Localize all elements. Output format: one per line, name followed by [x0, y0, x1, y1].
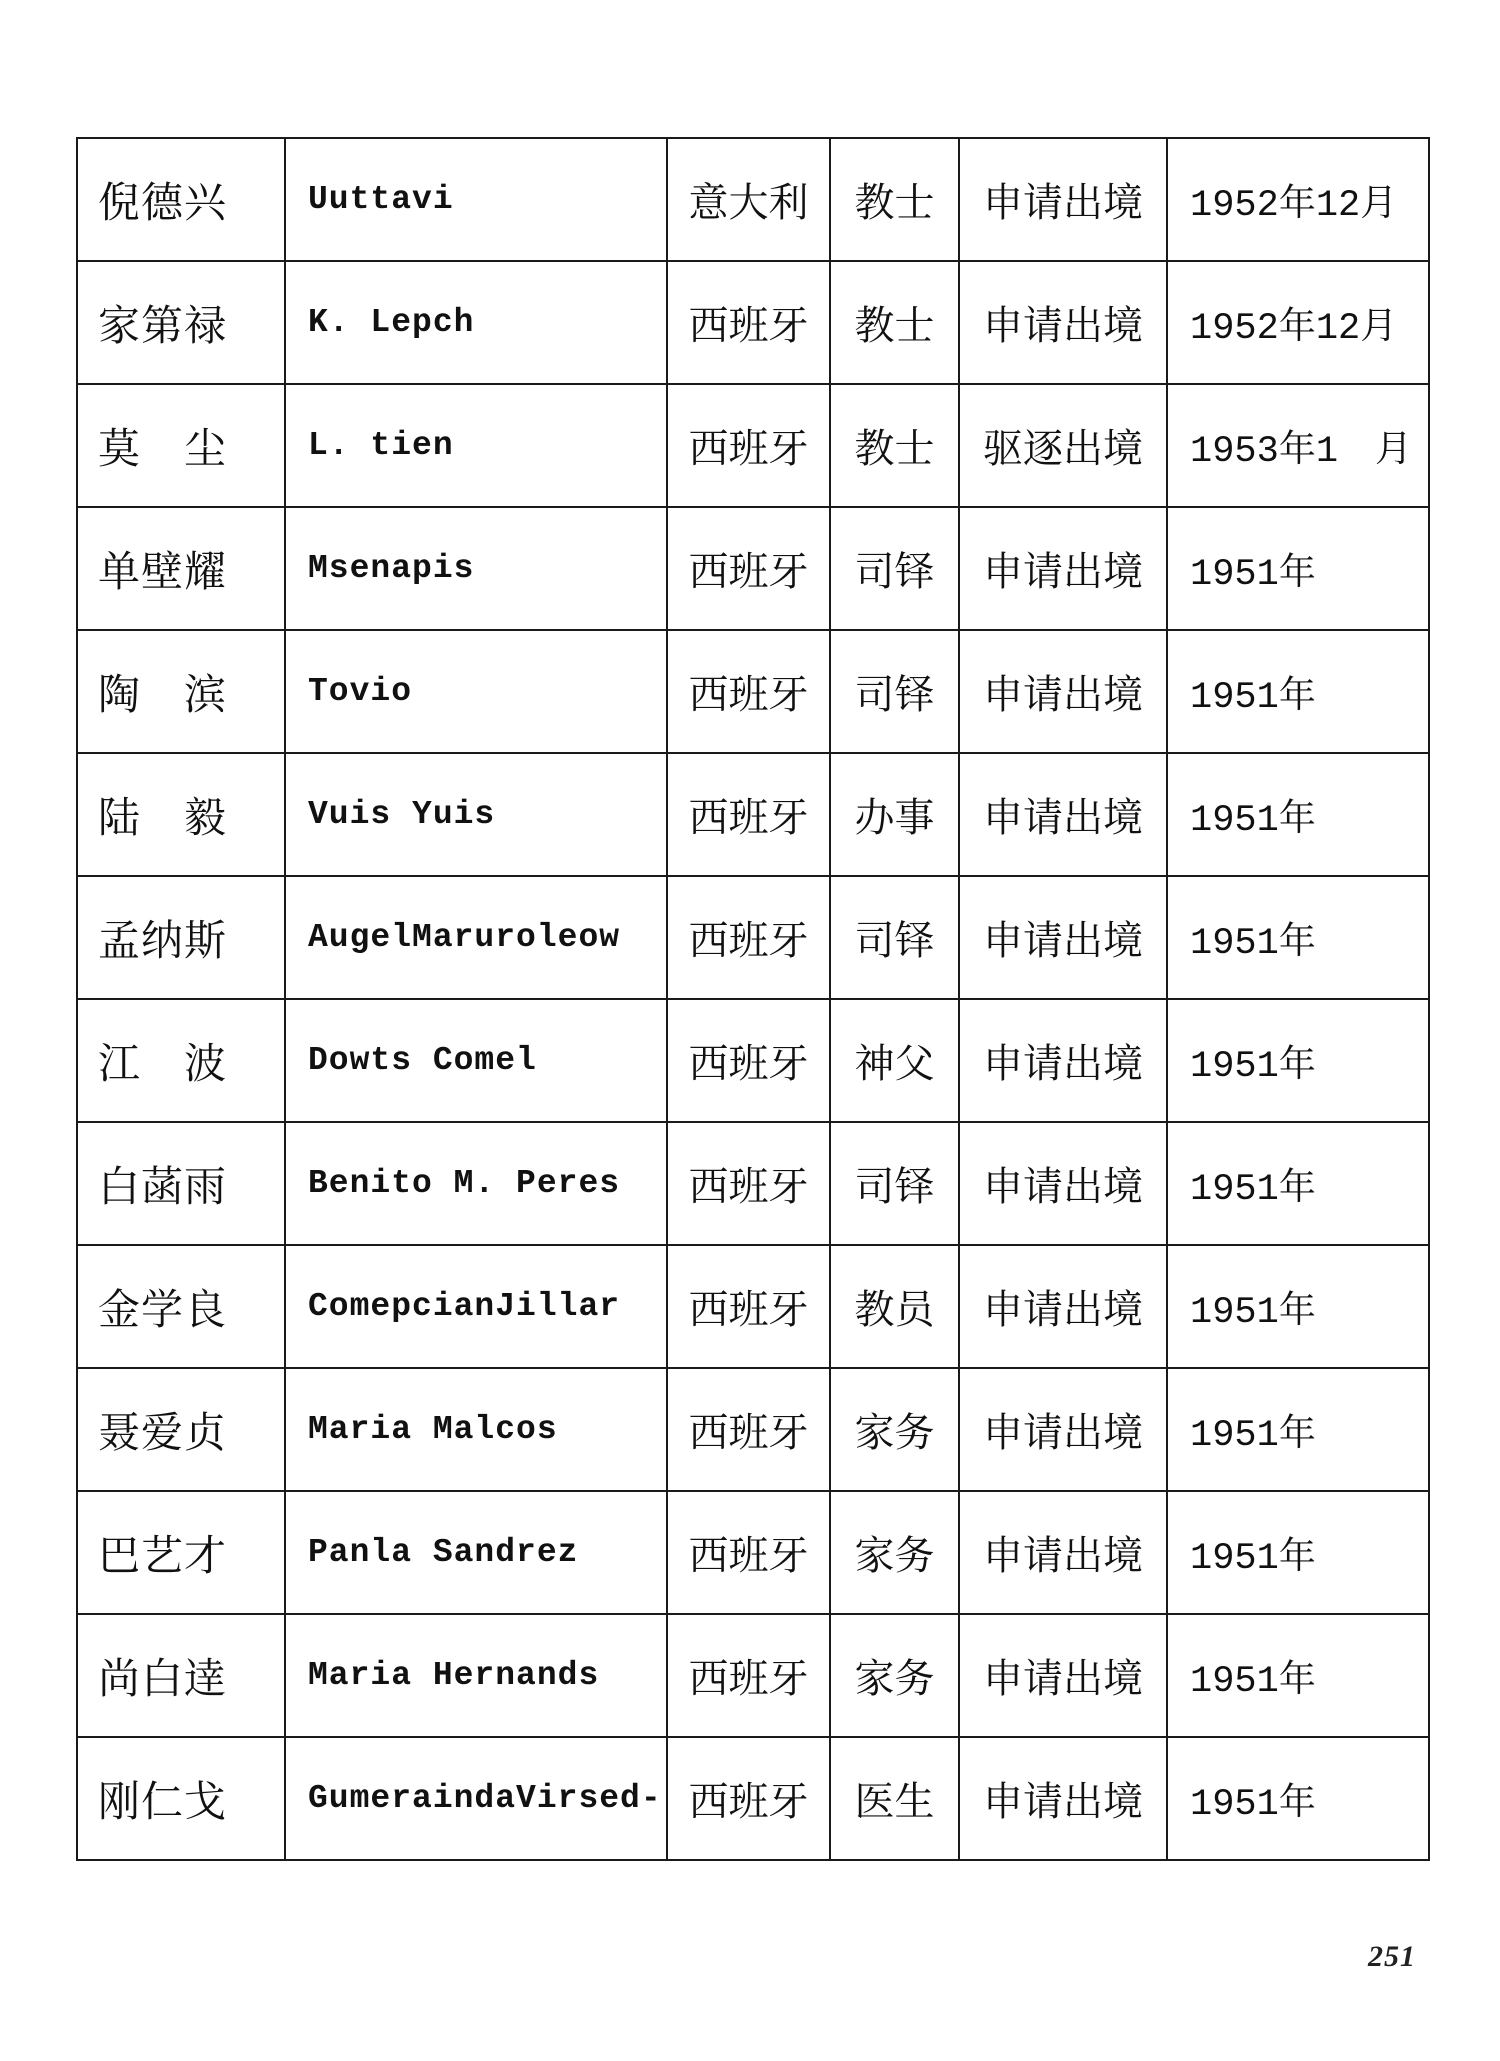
- date-cell: 1953年1 月: [1167, 384, 1429, 507]
- date-cell: 1951年: [1167, 876, 1429, 999]
- foreign-name-cell: Maria Malcos: [285, 1368, 667, 1491]
- nationality-cell: 意大利: [667, 138, 830, 261]
- departure-reason-cell: 申请出境: [959, 507, 1167, 630]
- chinese-name-cell: 尚白逹: [77, 1614, 285, 1737]
- departure-reason-cell: 申请出境: [959, 261, 1167, 384]
- occupation-cell: 办事: [830, 753, 959, 876]
- table-row: [77, 507, 1429, 630]
- departure-reason-cell: 申请出境: [959, 138, 1167, 261]
- occupation-cell: 教员: [830, 1245, 959, 1368]
- departure-reason-cell: 申请出境: [959, 1491, 1167, 1614]
- foreign-name-cell: ComepcianJillar: [285, 1245, 667, 1368]
- table-row: [77, 384, 1429, 507]
- foreign-name-cell: K. Lepch: [285, 261, 667, 384]
- foreign-name-cell: Panla Sandrez: [285, 1491, 667, 1614]
- date-cell: 1951年: [1167, 753, 1429, 876]
- chinese-name-cell: 金学良: [77, 1245, 285, 1368]
- date-cell: 1951年: [1167, 1245, 1429, 1368]
- foreign-name-cell: Dowts Comel: [285, 999, 667, 1122]
- table-row: [77, 1737, 1429, 1860]
- table-row: [77, 1245, 1429, 1368]
- nationality-cell: 西班牙: [667, 1368, 830, 1491]
- date-cell: 1951年: [1167, 630, 1429, 753]
- date-cell: 1951年: [1167, 1368, 1429, 1491]
- chinese-name-cell: 陶 滨: [77, 630, 285, 753]
- nationality-cell: 西班牙: [667, 999, 830, 1122]
- occupation-cell: 神父: [830, 999, 959, 1122]
- departure-reason-cell: 申请出境: [959, 876, 1167, 999]
- chinese-name-cell: 莫 尘: [77, 384, 285, 507]
- chinese-name-cell: 巴艺才: [77, 1491, 285, 1614]
- departure-reason-cell: 申请出境: [959, 1737, 1167, 1860]
- table-row: [77, 261, 1429, 384]
- date-cell: 1951年: [1167, 1614, 1429, 1737]
- departure-reason-cell: 申请出境: [959, 630, 1167, 753]
- departure-reason-cell: 驱逐出境: [959, 384, 1167, 507]
- occupation-cell: 家务: [830, 1491, 959, 1614]
- occupation-cell: 家务: [830, 1368, 959, 1491]
- date-cell: 1952年12月: [1167, 261, 1429, 384]
- table-row: [77, 753, 1429, 876]
- departure-reason-cell: 申请出境: [959, 753, 1167, 876]
- date-cell: 1951年: [1167, 1122, 1429, 1245]
- page-number: 251: [1368, 1940, 1416, 1973]
- nationality-cell: 西班牙: [667, 261, 830, 384]
- foreigner-departure-table: [76, 137, 1430, 1861]
- occupation-cell: 司铎: [830, 630, 959, 753]
- occupation-cell: 司铎: [830, 1122, 959, 1245]
- foreign-name-cell: Uuttavi: [285, 138, 667, 261]
- date-cell: 1952年12月: [1167, 138, 1429, 261]
- chinese-name-cell: 倪德兴: [77, 138, 285, 261]
- chinese-name-cell: 家第禄: [77, 261, 285, 384]
- date-cell: 1951年: [1167, 999, 1429, 1122]
- foreign-name-cell: Maria Hernands: [285, 1614, 667, 1737]
- occupation-cell: 司铎: [830, 507, 959, 630]
- nationality-cell: 西班牙: [667, 1245, 830, 1368]
- table-row: [77, 999, 1429, 1122]
- departure-reason-cell: 申请出境: [959, 1245, 1167, 1368]
- table-row: [77, 1614, 1429, 1737]
- occupation-cell: 家务: [830, 1614, 959, 1737]
- nationality-cell: 西班牙: [667, 630, 830, 753]
- foreign-name-cell: Msenapis: [285, 507, 667, 630]
- nationality-cell: 西班牙: [667, 507, 830, 630]
- date-cell: 1951年: [1167, 1737, 1429, 1860]
- chinese-name-cell: 陆 毅: [77, 753, 285, 876]
- nationality-cell: 西班牙: [667, 384, 830, 507]
- foreign-name-cell: Benito M. Peres: [285, 1122, 667, 1245]
- table-row: [77, 138, 1429, 261]
- table-row: [77, 630, 1429, 753]
- foreign-name-cell: AugelMaruroleow: [285, 876, 667, 999]
- occupation-cell: 教士: [830, 261, 959, 384]
- chinese-name-cell: 聂爱贞: [77, 1368, 285, 1491]
- table-row: [77, 1368, 1429, 1491]
- foreign-name-cell: Tovio: [285, 630, 667, 753]
- nationality-cell: 西班牙: [667, 1614, 830, 1737]
- chinese-name-cell: 白菡雨: [77, 1122, 285, 1245]
- table-row: [77, 876, 1429, 999]
- chinese-name-cell: 孟纳斯: [77, 876, 285, 999]
- date-cell: 1951年: [1167, 507, 1429, 630]
- occupation-cell: 教士: [830, 138, 959, 261]
- chinese-name-cell: 江 波: [77, 999, 285, 1122]
- table-row: [77, 1491, 1429, 1614]
- departure-reason-cell: 申请出境: [959, 1368, 1167, 1491]
- foreign-name-cell: GumeraindaVirsed-: [285, 1737, 667, 1860]
- foreign-name-cell: L. tien: [285, 384, 667, 507]
- nationality-cell: 西班牙: [667, 1491, 830, 1614]
- departure-reason-cell: 申请出境: [959, 1122, 1167, 1245]
- foreign-name-cell: Vuis Yuis: [285, 753, 667, 876]
- table-body: [77, 138, 1429, 1860]
- nationality-cell: 西班牙: [667, 1737, 830, 1860]
- table-row: [77, 1122, 1429, 1245]
- occupation-cell: 医生: [830, 1737, 959, 1860]
- departure-reason-cell: 申请出境: [959, 1614, 1167, 1737]
- nationality-cell: 西班牙: [667, 753, 830, 876]
- chinese-name-cell: 刚仁戈: [77, 1737, 285, 1860]
- date-cell: 1951年: [1167, 1491, 1429, 1614]
- occupation-cell: 教士: [830, 384, 959, 507]
- nationality-cell: 西班牙: [667, 1122, 830, 1245]
- chinese-name-cell: 单壁耀: [77, 507, 285, 630]
- nationality-cell: 西班牙: [667, 876, 830, 999]
- occupation-cell: 司铎: [830, 876, 959, 999]
- departure-reason-cell: 申请出境: [959, 999, 1167, 1122]
